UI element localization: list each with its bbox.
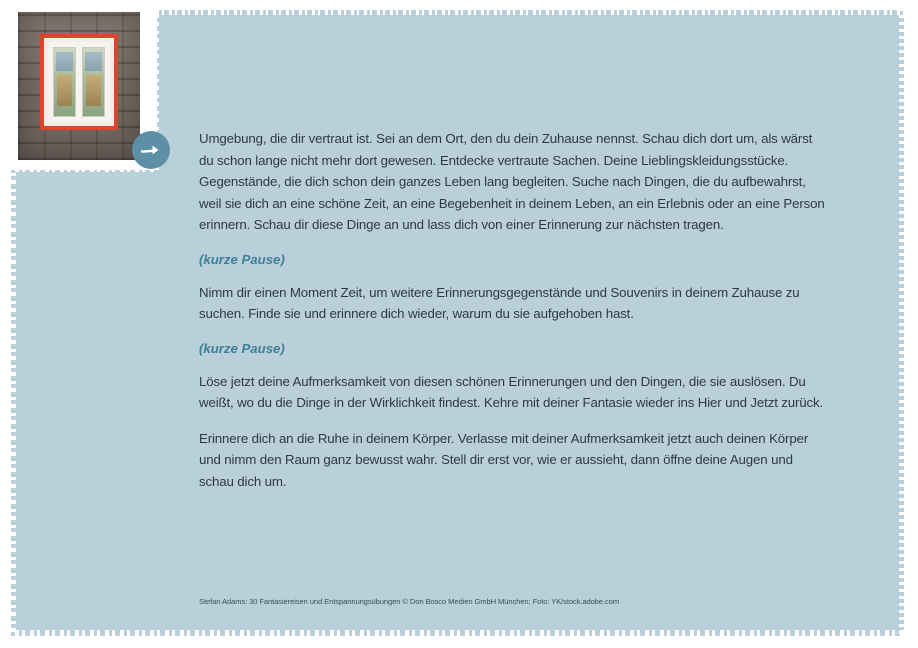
- paragraph: Erinnere dich an die Ruhe in deinem Körper. Verlasse mit deiner Aufmerksamkeit jetzt auch deinen Körper und nimm den Raum ganz bewusst wahr. Stell dir erst vor, wie er aussieht, dann öffne deine Augen und schau dich um.: [199, 430, 809, 489]
- footer-credit: Stefan Adams: 30 Fantasiereisen und Entspannungsübungen © Don Bosco Medien GmbH München; Foto: YK/stock.adobe.com: [199, 597, 620, 606]
- body-text-column: [199, 128, 829, 506]
- page-edge-bottom-ragged: [0, 630, 918, 640]
- paragraph: Umgebung, die dir vertraut ist. Sei an dem Ort, den du dein Zuhause nennst. Schau dich dort um, als wärst du schon lange nicht mehr dort gewesen. Entdecke vertraute Sachen. Deine Lieblingskleidungsstücke. Gegenstände, die dich schon dein ganzes Leben lang begleiten. Suche nach Dingen, die du aufbewahrst, weil sie dich an eine schöne Zeit, an eine Begebenheit in deinem Leben, an ein Erlebnis oder an eine Person erinnern. Schau dir diese Dinge an und lass dich von einer Erinnerung zur nächsten tragen.: [199, 131, 825, 232]
- cover-photo: [18, 12, 140, 160]
- pause-cue: (kurze Pause): [199, 340, 285, 356]
- page-edge-right-ragged: [899, 0, 909, 648]
- arrow-right-icon: [132, 131, 170, 169]
- paragraph: Löse jetzt deine Aufmerksamkeit von diesen schönen Erinnerungen und den Dingen, die sie auslösen. Du weißt, wo du die Dinge in der Wirklichkeit findest. Kehre mit deiner Fantasie wieder ins Hier und Jetzt zurück.: [199, 373, 824, 410]
- pause-cue: (kurze Pause): [199, 251, 285, 267]
- paragraph: Nimm dir einen Moment Zeit, um weitere Erinnerungsgegenstände und Souvenirs in deinem Zuhause zu suchen. Finde sie und erinnere dich wieder, warum du sie aufgehoben hast.: [199, 284, 800, 321]
- photo-vignette: [18, 12, 140, 160]
- photo-cutout-edge-bottom: [0, 163, 157, 172]
